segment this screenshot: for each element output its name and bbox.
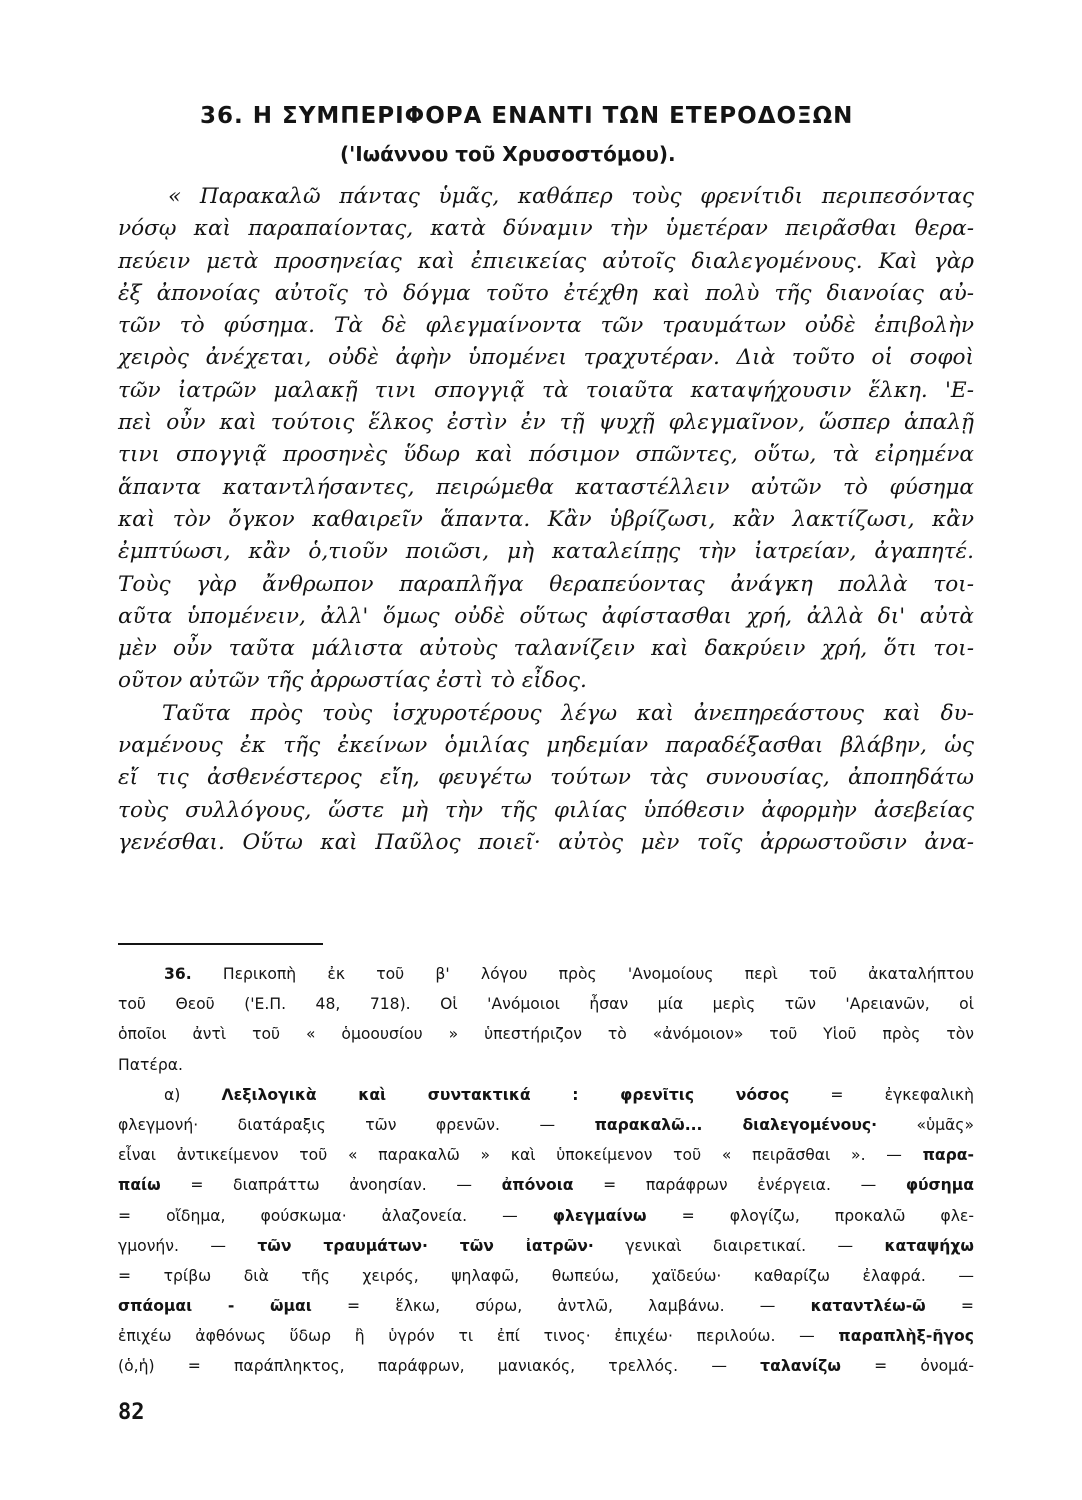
- note-line: [118, 1080, 974, 1110]
- note-term: παίω: [118, 1176, 161, 1195]
- text-line: οῦτον αὐτῶν τῆς ἀρρωστίας ἐστὶ τὸ εἶδος.: [118, 668, 587, 694]
- note-line: [118, 1291, 974, 1321]
- note-term: Λεξιλογικὰ καὶ συντακτικά : φρενῖτις νόσος: [221, 1085, 790, 1104]
- note-line: [118, 1140, 974, 1170]
- note-text: = οἴδημα, φούσκωμα· ἀλαζονεία. —: [118, 1206, 553, 1225]
- note-term: σπάομαι - ῶμαι: [118, 1297, 312, 1316]
- note-text: γμονήν. —: [118, 1236, 258, 1255]
- note-line: [118, 959, 974, 989]
- text-line: Ταῦτα πρὸς τοὺς ἰσχυροτέρους λέγω καὶ ἀνεπηρεάστους καὶ δυ-: [162, 700, 974, 726]
- text-line: τοὺς συλλόγους, ὥστε μὴ τὴν τῆς φιλίας ὑπόθεσιν ἀφορμὴν ἀσεβείας: [118, 797, 974, 823]
- text-line: ναμένους ἐκ τῆς ἐκείνων ὁμιλίας μηδεμίαν παραδέξασθαι βλάβην, ὡς: [118, 733, 974, 759]
- note-term: παρα-: [922, 1146, 974, 1165]
- note-text: = ἕλκω, σύρω, ἀντλῶ, λαμβάνω. —: [311, 1297, 811, 1316]
- note-term: καταντλέω-ῶ: [810, 1297, 926, 1316]
- text-line: νόσῳ καὶ παραπαίοντας, κατὰ δύναμιν τὴν ὑμετέραν πειρᾶσθαι θερα-: [118, 216, 974, 242]
- text-line: τῶν τὸ φύσημα. Τὰ δὲ φλεγμαίνοντα τῶν τραυμάτων οὐδὲ ἐπιβολὴν: [118, 313, 974, 339]
- note-text: =: [925, 1297, 975, 1316]
- text-line: πεὶ οὖν καὶ τούτοις ἕλκος ἐστὶν ἐν τῇ ψυχῇ φλεγμαῖνον, ὥσπερ ἁπαλῇ: [118, 410, 974, 436]
- note-line: [118, 1321, 974, 1351]
- text-line: χειρὸς ἀνέχεται, οὐδὲ ἀφὴν ὑπομένει τραχυτέραν. Διὰ τοῦτο οἱ σοφοὶ: [118, 345, 974, 371]
- note-term: ἀπόνοια: [501, 1176, 574, 1195]
- text-line: « Παρακαλῶ πάντας ὑμᾶς, καθάπερ τοὺς φρενίτιδι περιπεσόντας: [168, 184, 974, 209]
- note-line: ὁποῖοι ἀντὶ τοῦ « ὁμοουσίου » ὑπεστήριζον τὸ «ἀνόμοιον» τοῦ Υἱοῦ πρὸς τὸν: [118, 1025, 974, 1044]
- section-subtitle: ('Ιωάννου τοῦ Χρυσοστόμου).: [340, 142, 676, 166]
- note-line: = τρίβω διὰ τῆς χειρός, ψηλαφῶ, θωπεύω, χαϊδεύω· καθαρίζω ἐλαφρά. —: [118, 1266, 974, 1285]
- text-line: πεύειν μετὰ προσηνείας καὶ ἐπιεικείας αὐτοῖς διαλεγομένους. Καὶ γὰρ: [118, 248, 974, 274]
- text-line: καὶ τὸν ὄγκον καθαιρεῖν ἅπαντα. Κἂν ὑβρίζωσι, κἂν λακτίζωσι, κἂν: [118, 506, 974, 532]
- note-line: [118, 1351, 974, 1381]
- main-text: [118, 181, 974, 859]
- note-ref-number: 36.: [164, 965, 192, 983]
- note-text: = φλογίζω, προκαλῶ φλε-: [646, 1206, 974, 1225]
- text-line: ἅπαντα καταντλήσαντες, πειρώμεθα καταστέλλειν αὐτῶν τὸ φύσημα: [118, 474, 974, 500]
- text-line: μὲν οὖν ταῦτα μάλιστα αὐτοὺς ταλανίζειν καὶ δακρύειν χρή, ὅτι τοι-: [118, 636, 974, 662]
- note-line: Πατέρα.: [118, 1055, 183, 1074]
- note-term: φύσημα: [905, 1176, 974, 1195]
- note-term: τῶν τραυμάτων· τῶν ἰατρῶν·: [257, 1236, 594, 1255]
- page-number: 82: [118, 1400, 145, 1425]
- footnote-divider: [118, 943, 323, 945]
- section-title: 36. Η ΣΥΜΠΕΡΙΦΟΡΑ ΕΝΑΝΤΙ ΤΩΝ ΕΤΕΡΟΔΟΞΩΝ: [200, 103, 854, 129]
- text-line: τῶν ἰατρῶν μαλακῇ τινι σπογγιᾷ τὰ τοιαῦτα καταψήχουσιν ἕλκη. 'Ε-: [118, 377, 974, 403]
- note-text: εἶναι ἀντικείμενον τοῦ « παρακαλῶ » καὶ ὑποκείμενον τοῦ « πειρᾶσθαι ». —: [118, 1146, 923, 1165]
- text-line: ἐξ ἀπονοίας αὐτοῖς τὸ δόγμα τοῦτο ἐτέχθη καὶ πολὺ τῆς διανοίας αὐ-: [118, 280, 974, 306]
- note-text: = ὀνομά-: [840, 1357, 974, 1376]
- note-text: α): [164, 1085, 222, 1104]
- note-term: ταλανίζω: [760, 1357, 841, 1376]
- note-line: τοῦ Θεοῦ ('Ε.Π. 48, 718). Οἱ 'Ανόμοιοι ἦσαν μία μερὶς τῶν 'Αρειανῶν, οἱ: [118, 995, 974, 1014]
- note-line: [118, 1201, 974, 1231]
- note-text: (ὁ,ἡ) = παράπληκτος, παράφρων, μανιακός, τρελλός. —: [118, 1357, 761, 1376]
- note-term: παραπλὴξ-ῆγος: [838, 1327, 974, 1346]
- text-line: ἐμπτύωσι, κἂν ὁ,τιοῦν ποιῶσι, μὴ καταλείπῃς τὴν ἰατρείαν, ἀγαπητέ.: [118, 539, 974, 565]
- footnotes: [118, 959, 974, 1382]
- note-text: «ὑμᾶς»: [877, 1115, 974, 1134]
- note-line: [118, 1170, 974, 1200]
- note-term: καταψήχω: [884, 1236, 974, 1255]
- note-text: γενικαὶ διαιρετικαί. —: [593, 1236, 885, 1255]
- note-text: Περικοπὴ ἐκ τοῦ β' λόγου πρὸς 'Ανομοίους περὶ τοῦ ἀκαταλήπτου: [222, 965, 974, 983]
- note-term: φλεγμαίνω: [552, 1206, 647, 1225]
- note-text: ἐπιχέω ἀφθόνως ὕδωρ ἢ ὑγρόν τι ἐπί τινος· ἐπιχέω· περιλούω. —: [118, 1327, 839, 1346]
- note-line: [118, 1110, 974, 1140]
- text-line: αῦτα ὑπομένειν, ἀλλ' ὅμως οὐδὲ οὕτως ἀφίστασθαι χρή, ἀλλὰ δι' αὐτὰ: [118, 603, 974, 629]
- note-term: παρακαλῶ... διαλεγομένους·: [594, 1115, 878, 1134]
- note-text: φλεγμονή· διατάραξις τῶν φρενῶν. —: [118, 1115, 595, 1134]
- text-line: Τοὺς γὰρ ἄνθρωπον παραπλῆγα θεραπεύοντας ἀνάγκη πολλὰ τοι-: [118, 571, 974, 597]
- note-line: [118, 1231, 974, 1261]
- text-line: τινι σπογγιᾷ προσηνὲς ὕδωρ καὶ πόσιμον σπῶντες, οὕτω, τὰ εἰρημένα: [118, 442, 974, 468]
- note-text: = παράφρων ἐνέργεια. —: [573, 1176, 906, 1195]
- text-line: γενέσθαι. Οὕτω καὶ Παῦλος ποιεῖ· αὐτὸς μὲν τοῖς ἀρρωστοῦσιν ἀνα-: [118, 829, 974, 855]
- text-line: εἴ τις ἀσθενέστερος εἴη, φευγέτω τούτων τὰς συνουσίας, ἀποπηδάτω: [118, 765, 974, 791]
- note-text: = διαπράττω ἀνοησίαν. —: [160, 1176, 502, 1195]
- note-text: = ἐγκεφαλικὴ: [789, 1085, 975, 1104]
